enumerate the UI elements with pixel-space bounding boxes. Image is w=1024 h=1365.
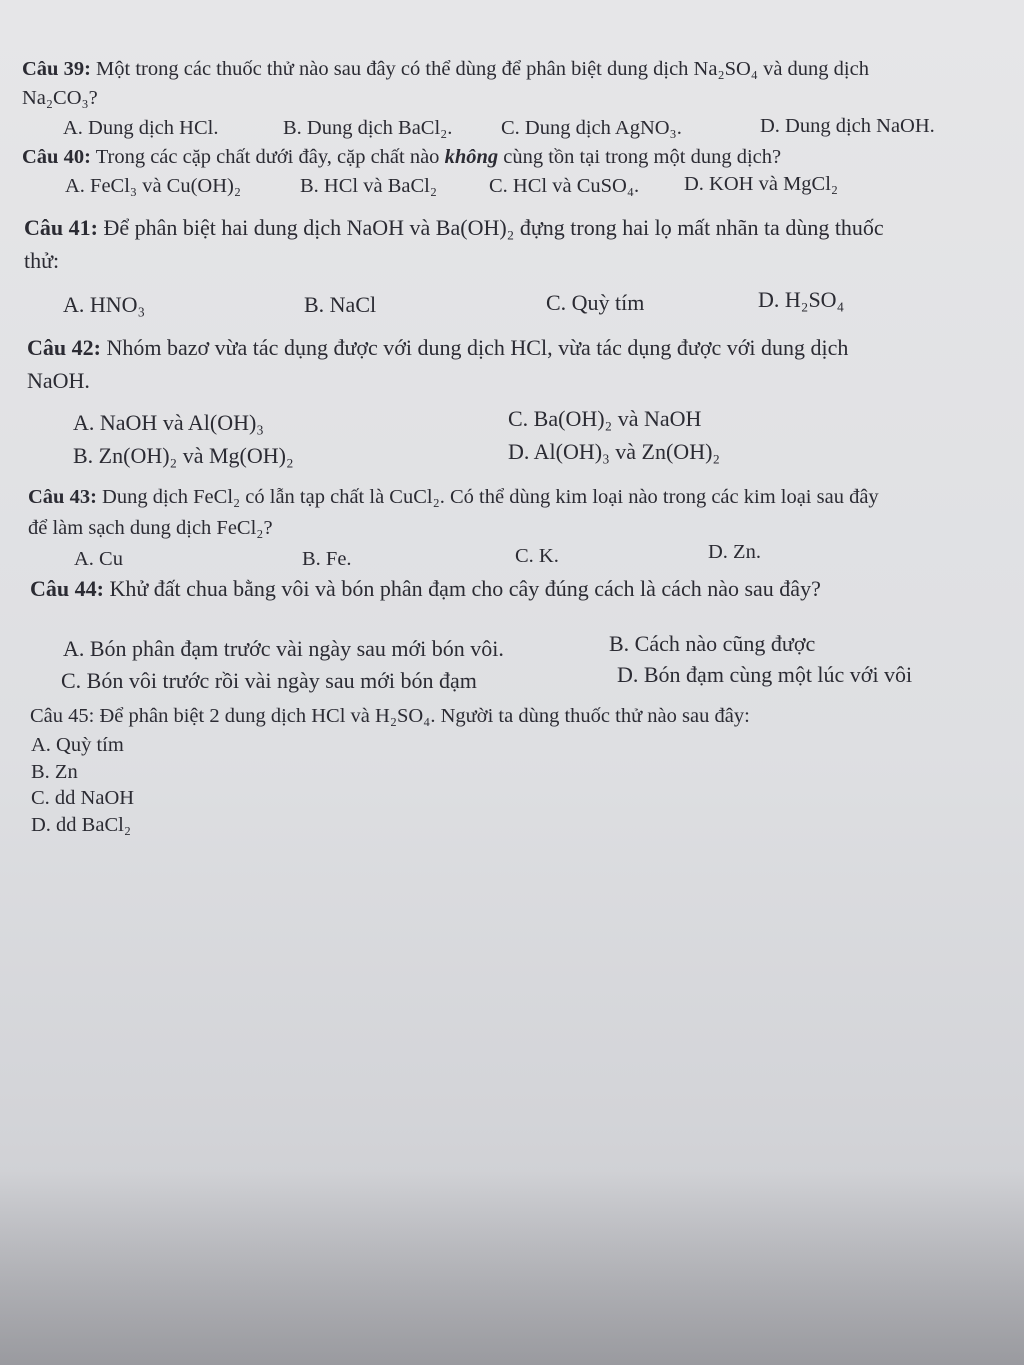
question-number: Câu 41:: [24, 215, 98, 240]
question-42: Câu 42: Nhóm bazơ vừa tác dụng được với dung dịch HCl, vừa tác dụng được với dung dịch: [27, 335, 849, 360]
option-44-a: A. Bón phân đạm trước vài ngày sau mới bón vôi.: [63, 636, 504, 661]
option-42-c: C. Ba(OH)₂ và NaOH: [508, 406, 702, 431]
question-42-line-2: NaOH.: [27, 368, 90, 393]
question-number: Câu 45:: [30, 705, 95, 727]
question-39: [22, 54, 869, 84]
option-39-d: D. Dung dịch NaOH.: [760, 115, 935, 137]
option-40-a: A. FeCl₃ và Cu(OH)₂: [65, 175, 242, 197]
option-41-d: D. H₂SO₄: [758, 287, 845, 312]
question-39-line-2: [22, 83, 98, 113]
question-number: Câu 42:: [27, 335, 101, 360]
question-45: Câu 45: Để phân biệt 2 dung dịch HCl và H₂SO₄. Người ta dùng thuốc thử nào sau đây:: [30, 705, 750, 727]
option-45-d: D. dd BaCl₂: [31, 814, 131, 836]
option-45-c: C. dd NaOH: [31, 787, 135, 809]
option-39-b: B. Dung dịch BaCl₂.: [283, 117, 453, 139]
option-44-d: D. Bón đạm cùng một lúc với vôi: [617, 662, 913, 687]
option-41-a: A. HNO₃: [63, 292, 146, 317]
question-43-line-2: để làm sạch dung dịch FeCl₂?: [28, 517, 273, 539]
option-45-b: B. Zn: [31, 761, 78, 783]
question-number: Câu 44:: [30, 576, 104, 601]
question-text: Một trong các thuốc thử nào sau đây có thể dùng để phân biệt dung dịch Na₂SO₄ và dung dịch: [96, 58, 869, 80]
option-41-b: B. NaCl: [304, 292, 377, 317]
photo-shadow: [0, 1170, 1024, 1365]
question-43: Câu 43: Dung dịch FeCl₂ có lẫn tạp chất là CuCl₂. Có thể dùng kim loại nào trong các kim loại sau đây: [28, 486, 879, 508]
option-42-b: B. Zn(OH)₂ và Mg(OH)₂: [73, 443, 294, 468]
question-44: Câu 44: Khử đất chua bằng vôi và bón phân đạm cho cây đúng cách là cách nào sau đây?: [30, 576, 821, 601]
option-43-d: D. Zn.: [708, 541, 761, 563]
question-number: Câu 43:: [28, 486, 97, 508]
option-44-c: C. Bón vôi trước rồi vài ngày sau mới bón đạm: [61, 668, 477, 693]
question-40: Câu 40: Trong các cặp chất dưới đây, cặp chất nào không cùng tồn tại trong một dung dịch?: [22, 146, 782, 168]
option-40-b: B. HCl và BaCl₂: [300, 175, 437, 197]
option-42-d: D. Al(OH)₃ và Zn(OH)₂: [508, 439, 721, 464]
option-43-c: C. K.: [515, 545, 559, 567]
option-44-b: B. Cách nào cũng được: [609, 631, 816, 656]
option-45-a: A. Quỳ tím: [31, 734, 124, 756]
question-text: Na₂CO₃?: [22, 87, 98, 109]
option-43-a: A. Cu: [74, 548, 123, 570]
question-number: Câu 40:: [22, 146, 91, 168]
option-39-c: C. Dung dịch AgNO₃.: [501, 117, 682, 139]
option-41-c: C. Quỳ tím: [546, 290, 645, 315]
option-43-b: B. Fe.: [302, 548, 352, 570]
option-40-c: C. HCl và CuSO₄.: [489, 175, 640, 197]
question-41: Câu 41: Để phân biệt hai dung dịch NaOH và Ba(OH)₂ đựng trong hai lọ mất nhãn ta dùng thuốc: [24, 215, 884, 240]
question-41-line-2: thử:: [24, 248, 60, 273]
option-39-a: A. Dung dịch HCl.: [63, 117, 219, 139]
question-number: Câu 39:: [22, 58, 91, 80]
option-42-a: A. NaOH và Al(OH)₃: [73, 410, 264, 435]
emphasis-text: không: [444, 146, 499, 168]
option-40-d: D. KOH và MgCl₂: [684, 173, 839, 195]
